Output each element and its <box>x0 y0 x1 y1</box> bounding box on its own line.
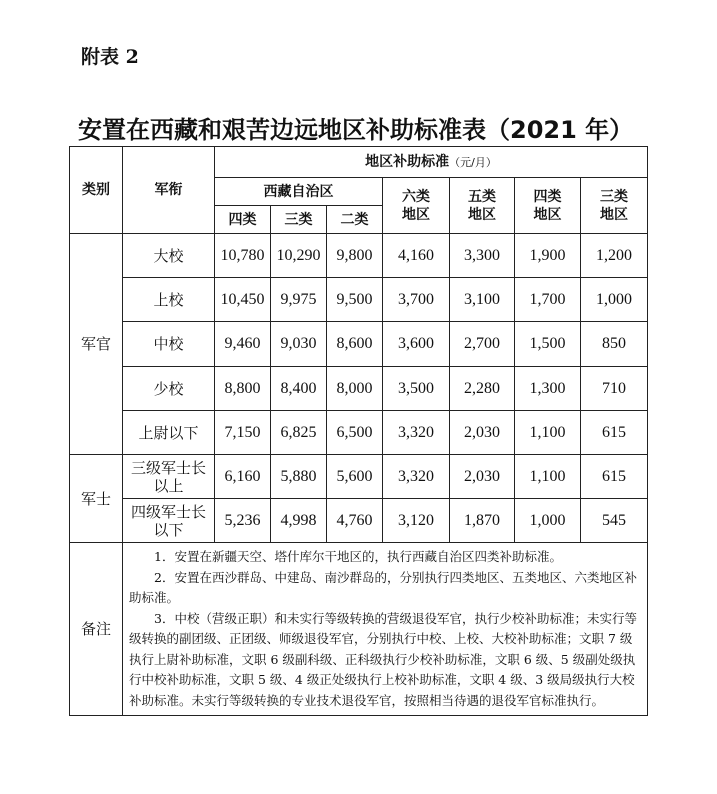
value-cell: 6,500 <box>327 411 383 455</box>
value-cell: 3,700 <box>383 278 450 322</box>
value-cell: 4,998 <box>271 499 327 543</box>
table-row <box>70 234 648 278</box>
value-cell: 4,760 <box>327 499 383 543</box>
value-cell: 9,460 <box>215 322 271 367</box>
header-unit: （元/月） <box>449 155 497 169</box>
value-cell: 545 <box>581 499 648 543</box>
value-cell: 9,500 <box>327 278 383 322</box>
value-cell: 615 <box>581 455 648 499</box>
table-row <box>70 367 648 411</box>
value-cell: 3,120 <box>383 499 450 543</box>
note-item: 2．安置在西沙群岛、中建岛、南沙群岛的，分别执行四类地区、五类地区、六类地区补助标准。 <box>129 569 637 605</box>
header-region-6: 六类 地区 <box>383 178 450 234</box>
value-cell: 6,160 <box>215 455 271 499</box>
value-cell: 2,700 <box>450 322 515 367</box>
value-cell: 1,300 <box>515 367 581 411</box>
value-cell: 615 <box>581 411 648 455</box>
header-region-4: 四类 地区 <box>515 178 581 234</box>
header-category: 类别 <box>70 147 123 234</box>
value-cell: 8,800 <box>215 367 271 411</box>
value-cell: 1,700 <box>515 278 581 322</box>
value-cell: 3,100 <box>450 278 515 322</box>
value-cell: 3,300 <box>450 234 515 278</box>
table-row <box>70 455 648 499</box>
group-officer: 军官 <box>70 234 123 455</box>
rank-cell: 上校 <box>123 278 215 322</box>
notes-content <box>123 543 648 716</box>
value-cell: 10,450 <box>215 278 271 322</box>
value-cell: 3,320 <box>383 455 450 499</box>
value-cell: 8,400 <box>271 367 327 411</box>
notes-row <box>70 543 648 716</box>
notes-label: 备注 <box>70 543 123 716</box>
value-cell: 8,600 <box>327 322 383 367</box>
value-cell: 1,100 <box>515 455 581 499</box>
value-cell: 9,030 <box>271 322 327 367</box>
value-cell: 4,160 <box>383 234 450 278</box>
table-row <box>70 278 648 322</box>
value-cell: 6,825 <box>271 411 327 455</box>
group-nco: 军士 <box>70 455 123 543</box>
subsidy-table <box>69 146 648 716</box>
table-row <box>70 499 648 543</box>
value-cell: 2,280 <box>450 367 515 411</box>
header-region-3: 三类 地区 <box>581 178 648 234</box>
value-cell: 850 <box>581 322 648 367</box>
value-cell: 3,600 <box>383 322 450 367</box>
value-cell: 10,780 <box>215 234 271 278</box>
value-cell: 3,320 <box>383 411 450 455</box>
table-row <box>70 322 648 367</box>
rank-cell: 少校 <box>123 367 215 411</box>
table-title: 安置在西藏和艰苦边远地区补助标准表（2021 年） <box>78 116 634 144</box>
value-cell: 7,150 <box>215 411 271 455</box>
value-cell: 1,900 <box>515 234 581 278</box>
value-cell: 5,600 <box>327 455 383 499</box>
header-subsidy: 地区补助标准（元/月） <box>215 147 648 178</box>
table-row <box>70 411 648 455</box>
rank-cell: 三级军士长 以上 <box>123 455 215 499</box>
rank-cell: 上尉以下 <box>123 411 215 455</box>
value-cell: 9,975 <box>271 278 327 322</box>
value-cell: 9,800 <box>327 234 383 278</box>
value-cell: 1,100 <box>515 411 581 455</box>
rank-cell: 四级军士长 以下 <box>123 499 215 543</box>
value-cell: 1,500 <box>515 322 581 367</box>
value-cell: 3,500 <box>383 367 450 411</box>
appendix-label: 附表 2 <box>81 46 139 68</box>
header-tibet-3: 三类 <box>271 206 327 234</box>
header-tibet-4: 四类 <box>215 206 271 234</box>
value-cell: 1,000 <box>581 278 648 322</box>
value-cell: 1,200 <box>581 234 648 278</box>
note-item: 1．安置在新疆天空、塔什库尔干地区的，执行西藏自治区四类补助标准。 <box>154 549 562 564</box>
header-rank: 军衔 <box>123 147 215 234</box>
value-cell: 710 <box>581 367 648 411</box>
note-item: 3．中校（营级正职）和未实行等级转换的营级退役军官，执行少校补助标准；未实行等级转换的副团级、正团级、师级退役军官，分别执行中校、上校、大校补助标准；文职 7 级执行上尉补助标准，文职 6 级副科级、正科级执行少校补助标准，文职 6 级、5 级副处级执行中校补助标准，文职 5 级、4 级正处级执行上校补助标准，文职 4 级、3 级局级执行大校补助标准。未实行等级转换的专业技术退役军官，按照相当待遇的退役军官标准执行。 <box>129 610 637 708</box>
value-cell: 1,870 <box>450 499 515 543</box>
value-cell: 2,030 <box>450 411 515 455</box>
rank-cell: 大校 <box>123 234 215 278</box>
value-cell: 8,000 <box>327 367 383 411</box>
value-cell: 1,000 <box>515 499 581 543</box>
value-cell: 10,290 <box>271 234 327 278</box>
header-tibet-2: 二类 <box>327 206 383 234</box>
value-cell: 2,030 <box>450 455 515 499</box>
header-region-5: 五类 地区 <box>450 178 515 234</box>
rank-cell: 中校 <box>123 322 215 367</box>
value-cell: 5,236 <box>215 499 271 543</box>
header-tibet: 西藏自治区 <box>215 178 383 206</box>
value-cell: 5,880 <box>271 455 327 499</box>
